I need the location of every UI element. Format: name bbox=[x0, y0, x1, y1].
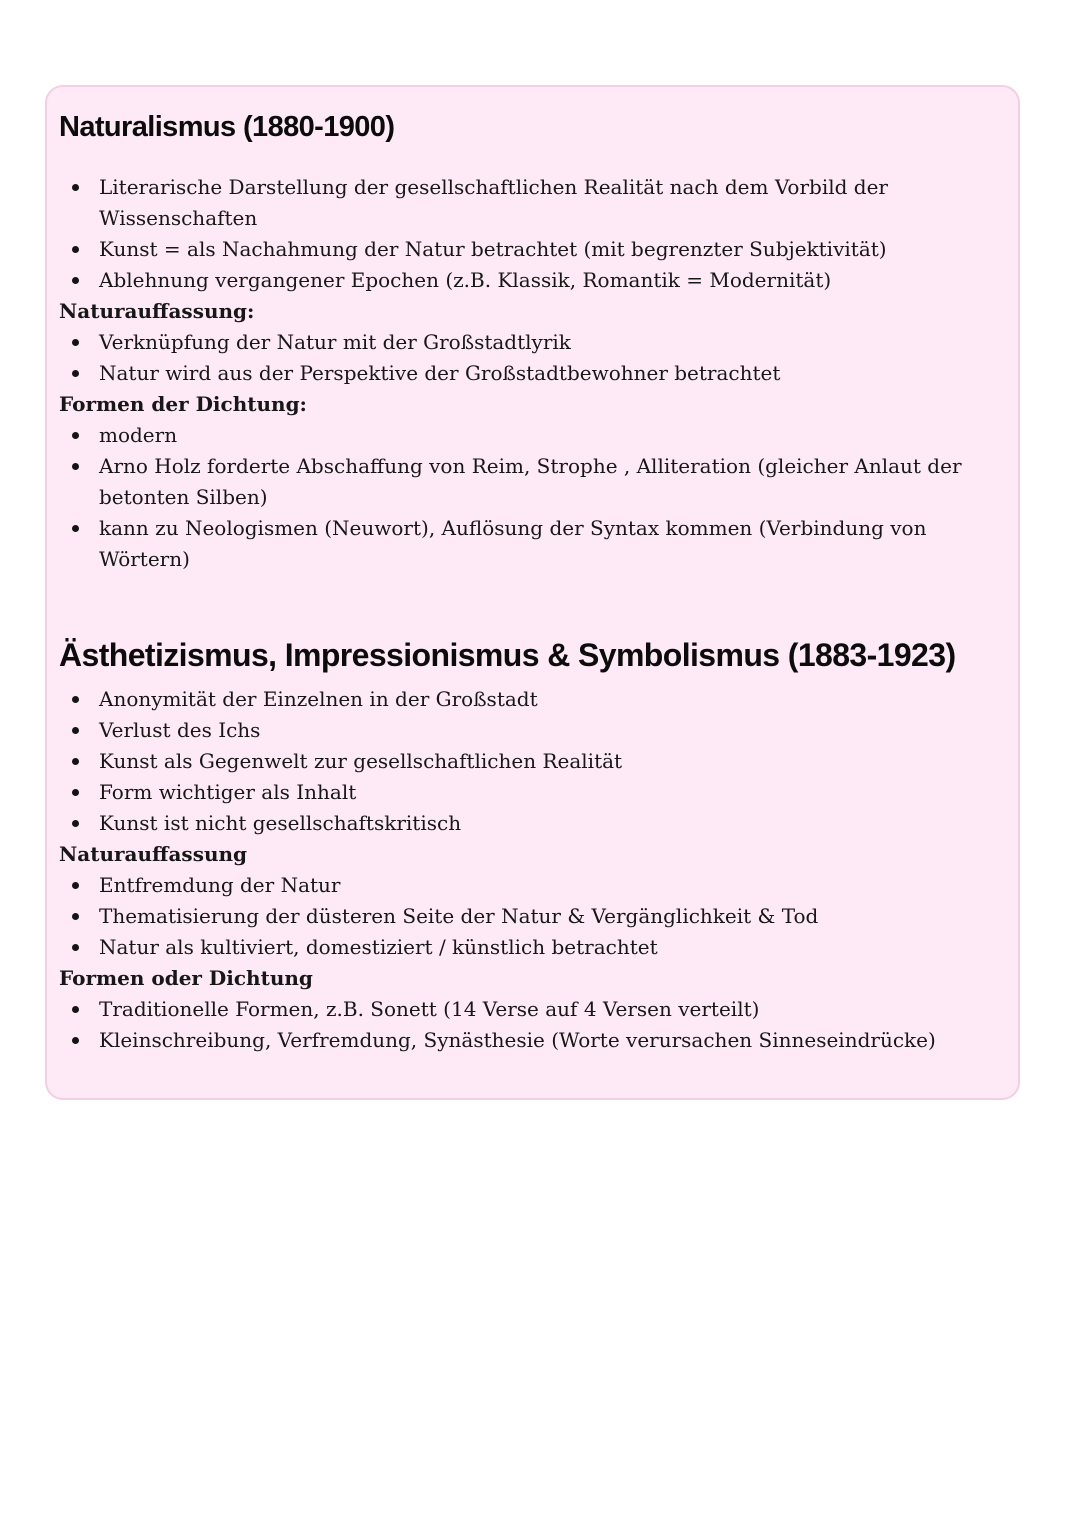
section-heading-naturalismus: Naturalismus (1880-1900) bbox=[59, 111, 395, 143]
list-item bbox=[59, 684, 982, 715]
list-item bbox=[59, 172, 982, 234]
list-item bbox=[59, 327, 982, 358]
list-item bbox=[59, 808, 982, 839]
list-item bbox=[59, 451, 982, 513]
list-item-text: Literarische Darstellung der gesellschaftlichen Realität nach dem Vorbild der Wissenschaften bbox=[99, 175, 888, 230]
section-aesthetizismus bbox=[59, 637, 982, 1056]
section-items bbox=[59, 684, 982, 1056]
section-naturalismus bbox=[59, 111, 982, 575]
sub-label-naturauffassung-2: Naturauffassung bbox=[59, 842, 248, 866]
list-item bbox=[59, 715, 982, 746]
list-item-text: Kleinschreibung, Verfremdung, Synästhesie (Worte verursachen Sinneseindrücke) bbox=[99, 1028, 936, 1052]
list-item-text: Thematisierung der düsteren Seite der Natur & Vergänglichkeit & Tod bbox=[99, 904, 819, 928]
list-item-text: kann zu Neologismen (Neuwort), Auflösung der Syntax kommen (Verbindung von Wörtern) bbox=[99, 516, 927, 571]
list-item bbox=[59, 1025, 982, 1056]
list-item bbox=[59, 234, 982, 265]
list-item bbox=[59, 746, 982, 777]
notes-card bbox=[45, 85, 1020, 1100]
list-item-text: Natur als kultiviert, domestiziert / künstlich betrachtet bbox=[99, 935, 658, 959]
sub-label-naturauffassung: Naturauffassung: bbox=[59, 299, 255, 323]
list-item bbox=[59, 932, 982, 963]
list-item-text: Verlust des Ichs bbox=[99, 718, 261, 742]
section-heading-aesthetizismus: Ästhetizismus, Impressionismus & Symbolismus (1883-1923) bbox=[59, 637, 956, 673]
list-item-text: Kunst ist nicht gesellschaftskritisch bbox=[99, 811, 462, 835]
list-item bbox=[59, 994, 982, 1025]
list-item-text: Kunst als Gegenwelt zur gesellschaftlichen Realität bbox=[99, 749, 623, 773]
list-item-text: Arno Holz forderte Abschaffung von Reim, Strophe , Alliteration (gleicher Anlaut der betonten Silben) bbox=[99, 454, 962, 509]
list-item-text: Entfremdung der Natur bbox=[99, 873, 341, 897]
list-item bbox=[59, 870, 982, 901]
sub-label-formen-oder-dichtung: Formen oder Dichtung bbox=[59, 966, 313, 990]
section-items bbox=[59, 172, 982, 575]
list-item-text: Kunst = als Nachahmung der Natur betrachtet (mit begrenzter Subjektivität) bbox=[99, 237, 887, 261]
list-item bbox=[59, 265, 982, 296]
list-item-text: Form wichtiger als Inhalt bbox=[99, 780, 357, 804]
list-item-text: Anonymität der Einzelnen in der Großstadt bbox=[99, 687, 538, 711]
list-item-text: Verknüpfung der Natur mit der Großstadtlyrik bbox=[99, 330, 571, 354]
list-item bbox=[59, 358, 982, 389]
list-item bbox=[59, 777, 982, 808]
list-item-text: Ablehnung vergangener Epochen (z.B. Klassik, Romantik = Modernität) bbox=[99, 268, 832, 292]
sub-label-formen-der-dichtung: Formen der Dichtung: bbox=[59, 392, 307, 416]
list-item-text: Natur wird aus der Perspektive der Großstadtbewohner betrachtet bbox=[99, 361, 781, 385]
list-item bbox=[59, 420, 982, 451]
list-item-text: modern bbox=[99, 423, 178, 447]
list-item bbox=[59, 513, 982, 575]
list-item bbox=[59, 901, 982, 932]
list-item-text: Traditionelle Formen, z.B. Sonett (14 Verse auf 4 Versen verteilt) bbox=[99, 997, 760, 1021]
